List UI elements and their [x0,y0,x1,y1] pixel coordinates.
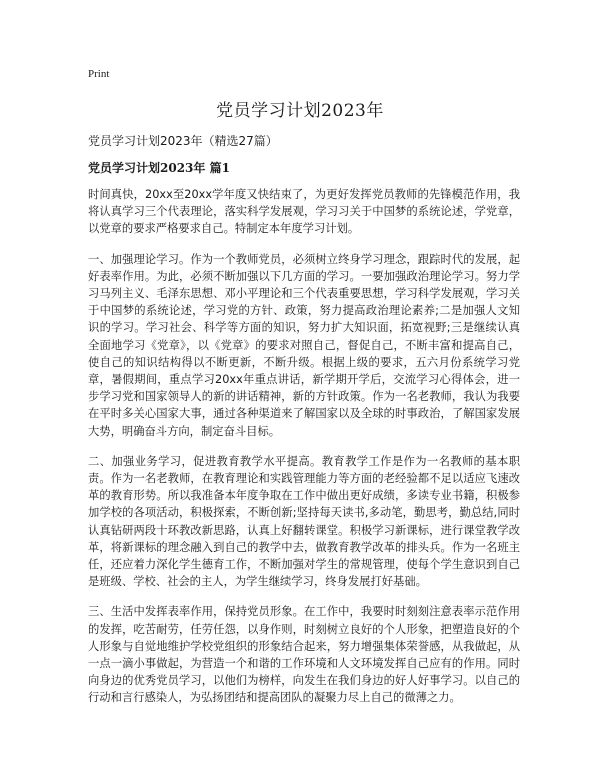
document-body [88,186,520,707]
body-paragraph-theory-study: 一、加强理论学习。作为一个教师党员，必须树立终身学习理念，跟踪时代的发展，起好表率作用。为此，必须不断加强以下几方面的学习。一要加强政治理论学习。努力学习马列主义、毛泽东思想、邓小平理论和三个代表重要思想，学习科学发展观，学习关于中国梦的系统论述，学习党的方针、政策，努力提高政治理论素养;二是加强人文知识的学习。学习社会、科学等方面的知识，努力扩大知识面，拓宽视野;三是继续认真全面地学习《党章》，以《党章》的要求对照自己，督促自己，不断丰富和提高自己，使自己的知识结构得以不断更新，不断升级。根据上级的要求，五六月份系统学习党章，暑假期间，重点学习20xx年重点讲话，新学期开学后，交流学习心得体会，进一步学习党和国家领导人的新的讲话精神，新的方针政策。作为一名老教师，我认为我要在平时多关心国家大事，通过各种渠道来了解国家以及全球的时事政治，了解国家发展大势，明确奋斗方向，制定奋斗目标。 [88,252,520,438]
body-paragraph-intro: 时间真快，20xx至20xx学年度又快结束了，为更好发挥党员教师的先锋模范作用，我将认真学习三个代表理论，落实科学发展观，学习习关于中国梦的系统论述，学党章，以党章的要求严格要求自己。特制定本年度学习计划。 [88,188,520,236]
body-paragraph-professional-study: 二、加强业务学习，促进教育教学水平提高。教育教学工作是作为一名教师的基本职责。作为一名老教师，在教育理论和实践管理能力等方面的老经验都不足以适应飞速改革的教育形势。所以我准备本年度争取在工作中做出更好成绩，多读专业书籍，积极参加学校的各项活动，积极探索，不断创新;坚持每天读书,多动笔，勤思考，勤总结,同时认真钻研两段十环教改新思路，认真上好翻转课堂。积极学习新课标，进行课堂教学改革，将新课标的理念融入到自己的教学中去，做教育教学改革的排头兵。作为一名班主任，还应着力深化学生德育工作，不断加强对学生的常规管理，使每个学生意识到自己是班级、学校、社会的主人，为学生继续学习，终身发展打好基础。 [88,454,520,589]
document-subtitle: 党员学习计划2023年（精选27篇） [88,134,278,148]
print-label: Print [88,68,110,80]
body-paragraph-role-model: 三、生活中发挥表率作用，保持党员形象。在工作中，我要时时刻刻注意表率示范作用的发挥，吃苦耐劳，任劳任怨，以身作则，时刻树立良好的个人形象，把塑造良好的个人形象与自觉地维护学校党组织的形象结合起来，努力增强集体荣誉感，从我做起，从一点一滴小事做起，为营造一个和谐的工作环境和人文环境发挥自己应有的作用。同时向身边的优秀党员学习，以他们为榜样，向发生在我们身边的好人好事学习。以自己的行动和言行感染人，为弘扬团结和提高团队的凝聚力尽上自己的微薄之力。 [88,605,520,705]
page-title: 党员学习计划2023年 [216,101,384,121]
section-heading: 党员学习计划2023年 篇1 [88,161,230,175]
